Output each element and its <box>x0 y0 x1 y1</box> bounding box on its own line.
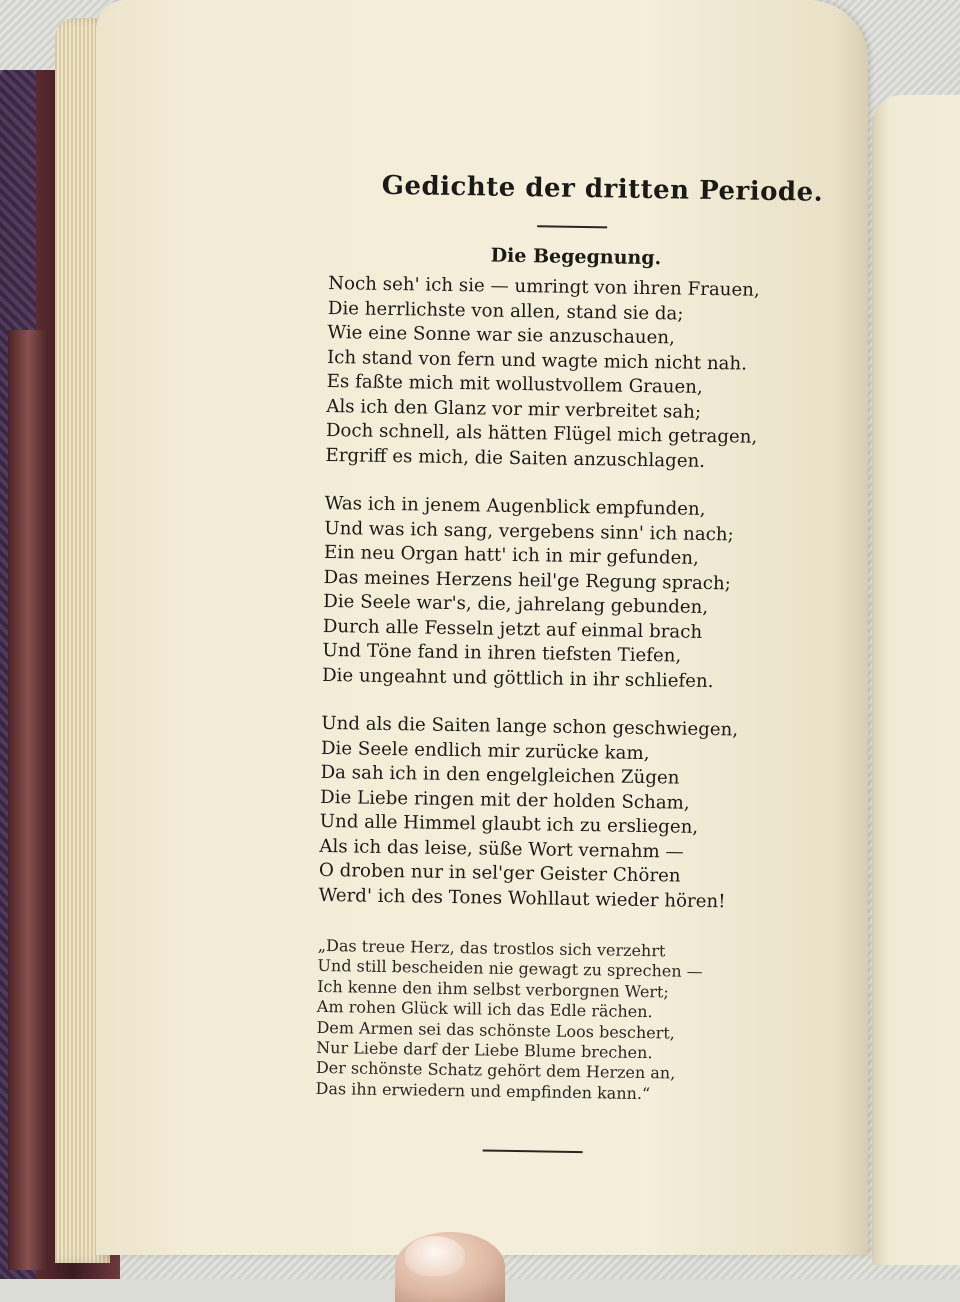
facing-page-edge <box>872 95 960 1265</box>
verse-line: Als ich das leise, süße Wort vernahm — <box>319 835 684 863</box>
verse-line: Es faßte mich mit wollustvollem Grauen, <box>326 370 703 398</box>
thumbnail-nail <box>405 1236 465 1276</box>
verse-line: Die Seele war's, die, jahrelang gebunden, <box>323 590 709 618</box>
verse-line: Und als die Saiten lange schon geschwiegen, <box>321 712 739 741</box>
cover-leather-corner <box>8 330 48 1270</box>
verse-line: Doch schnell, als hätten Flügel mich getragen, <box>325 419 758 448</box>
verse-line: Werd' ich des Tones Wohllaut wieder hören! <box>318 884 726 912</box>
verse-line: Als ich den Glanz vor mir verbreitet sah; <box>326 395 702 423</box>
verse-line: Und Töne fand in ihren tiefsten Tiefen, <box>322 639 682 667</box>
stanza-2 <box>322 492 785 695</box>
verse-line: Wie eine Sonne war sie anzuschauen, <box>327 321 676 349</box>
verse-line: Das ihn erwiedern und empfinden kann.“ <box>315 1078 651 1103</box>
verse-line: „Das treue Herz, das trostlos sich verzehrt <box>317 935 666 961</box>
verse-line: Die herrlichste von allen, stand sie da; <box>327 297 684 325</box>
verse-line: Nur Liebe darf der Liebe Blume brechen. <box>316 1037 653 1063</box>
verse-line: Und alle Himmel glaubt ich zu ersliegen, <box>319 810 699 838</box>
verse-line: Noch seh' ich sie — umringt von ihren Frauen, <box>328 272 760 301</box>
verse-line: Die Seele endlich mir zurücke kam, <box>320 737 650 764</box>
verse-line: Ergriff es mich, die Saiten anzuschlagen. <box>325 444 706 472</box>
page-content <box>315 170 824 1156</box>
verse-line: Die Liebe ringen mit der holden Scham, <box>319 786 690 814</box>
poem-title: Die Begegnung. <box>490 244 662 270</box>
stanza-3 <box>318 712 781 915</box>
verse-line: Und was ich sang, vergebens sinn' ich nach; <box>324 517 734 545</box>
verse-line: Dem Armen sei das schönste Loos beschert, <box>316 1017 676 1043</box>
verse-line: Da sah ich in den engelgleichen Zügen <box>320 761 680 789</box>
stanza-1 <box>325 272 788 475</box>
verse-line: O droben nur in sel'ger Geister Chören <box>318 859 681 887</box>
section-heading: Gedichte der dritten Periode. <box>381 170 824 208</box>
verse-line: Das meines Herzens heil'ge Regung sprach; <box>323 566 731 594</box>
verse-line: Der schönste Schatz gehört dem Herzen an, <box>315 1058 676 1083</box>
verse-line: Und still bescheiden nie gewagt zu sprechen — <box>317 956 703 982</box>
verse-line: Was ich in jenem Augenblick empfunden, <box>324 492 706 520</box>
verse-line: Ich stand von fern und wagte mich nicht nah. <box>326 346 748 375</box>
stanza-4-quote <box>315 936 778 1106</box>
verse-line: Durch alle Fesseln jetzt auf einmal brach <box>322 615 703 643</box>
verse-line: Am rohen Glück will ich das Edle rächen. <box>316 997 653 1022</box>
verse-line: Ich kenne den ihm selbst verborgnen Wert; <box>317 976 670 1002</box>
heading-rule <box>537 225 607 228</box>
verse-line: Die ungeahnt und göttlich in ihr schliefen. <box>321 664 714 692</box>
verse-line: Ein neu Organ hatt' ich in mir gefunden, <box>323 541 700 569</box>
